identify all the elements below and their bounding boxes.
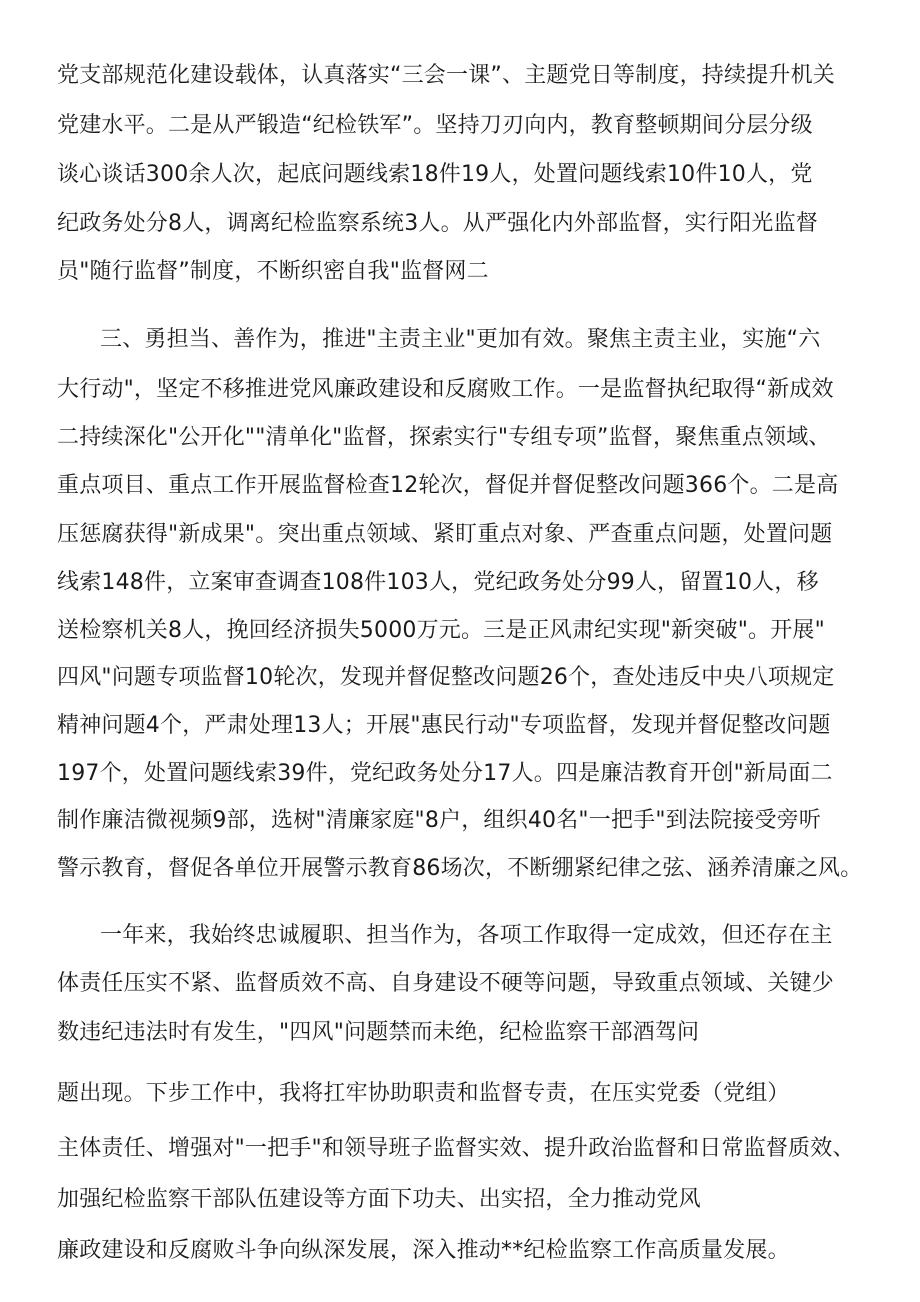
paragraph-line: 谈心谈话300余人次，起底问题线索18件19人，处置问题线索10件10人，党 [57,162,813,187]
paragraph-line: 送检察机关8人，挽回经济损失5000万元。三是正风肃纪实现"新突破"。开展" [57,618,825,643]
paragraph-line: 197个，处置问题线索39件，党纪政务处分17人。四是廉洁教育开创"新局面二 [57,761,833,786]
paragraph-line: 体责任压实不紧、监督质效不高、自身建设不硬等问题，导致重点领域、关键少 [57,971,835,996]
paragraph-line: 党建水平。二是从严锻造“纪检铁军”。坚持刀刃向内，教育整顿期间分层分级 [57,113,813,138]
paragraph-first-line: 一年来，我始终忠诚履职、担当作为，各项工作取得一定成效，但还存在主 [100,923,833,948]
paragraph-line: 警示教育，督促各单位开展警示教育86场次，不断绷紧纪律之弦、涵养清廉之风。 [57,856,863,881]
paragraph-line: 二持续深化"公开化""清单化"监督，探索实行"专组专项”监督，聚焦重点领域、 [57,425,831,450]
paragraph-line: 数违纪违法时有发生，"四风"问题禁而未绝，纪检监察干部酒驾问 [57,1020,700,1045]
paragraph-line: 线索148件，立案审查调查108件103人，党纪政务处分99人，留置10人，移 [57,570,819,595]
paragraph-line: 加强纪检监察干部队伍建设等方面下功夫、出实招，全力推动党风 [57,1187,701,1212]
paragraph-line: 员"随行监督”制度，不断织密自我"监督网二 [57,259,489,284]
paragraph-line: 重点项目、重点工作开展监督检查12轮次，督促并督促整改问题366个。二是高 [57,473,839,498]
paragraph-line: 大行动"，坚定不移推进党风廉政建设和反腐败工作。一是监督执纪取得“新成效 [57,377,834,402]
paragraph-line: 压惩腐获得"新成果"。突出重点领域、紧盯重点对象、严查重点问题，处置问题 [57,522,833,547]
paragraph-line: 四风"问题专项监督10轮次，发现并督促整改问题26个，查处违反中央八项规定 [57,665,835,690]
paragraph-line: 主体责任、增强对"一把手"和领导班子监督实效、提升政治监督和日常监督质效、 [57,1136,855,1161]
section-heading-line: 三、勇担当、善作为，推进"主责主业"更加有效。聚焦主责主业，实施“六 [100,327,821,352]
paragraph-line: 廉政建设和反腐败斗争向纵深发展，深入推动**纪检监察工作高质量发展。 [57,1238,790,1263]
paragraph-line: 党支部规范化建设载体，认真落实“三会一课”、主题党日等制度，持续提升机关 [57,63,835,88]
paragraph-line: 制作廉洁微视频9部，选树"清廉家庭"8户，组织40名"一把手"到法院接受旁听 [57,808,822,833]
paragraph-line: 题出现。下步工作中，我将扛牢协助职责和监督专责，在压实党委（党组） [57,1081,790,1106]
paragraph-line: 纪政务处分8人，调离纪检监察系统3人。从严强化内外部监督，实行阳光监督 [57,211,818,236]
paragraph-line: 精神问题4个，严肃处理13人；开展"惠民行动"专项监督，发现并督促整改问题 [57,713,831,738]
